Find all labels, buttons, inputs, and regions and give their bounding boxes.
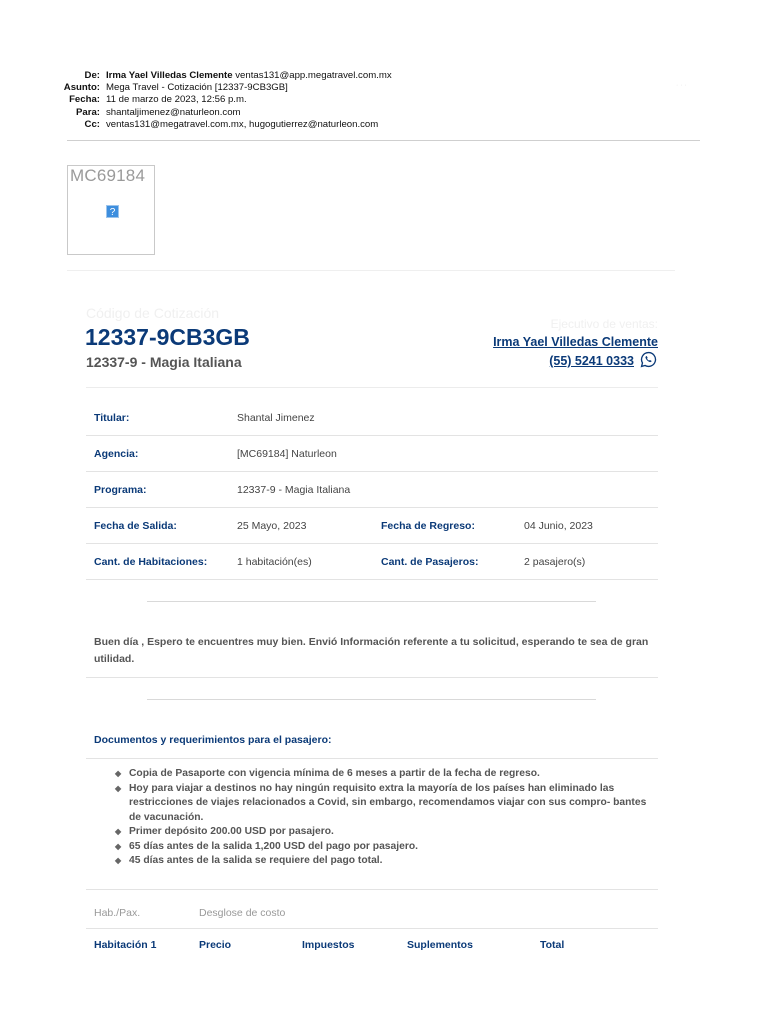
email-from-address[interactable]: ventas131@app.megatravel.com.mx — [235, 70, 392, 81]
header-divider — [67, 140, 700, 141]
list-item — [115, 825, 655, 840]
habitaciones-value: 1 habitación(es) — [237, 556, 312, 568]
sales-executive-link[interactable]: Irma Yael Villedas Clemente — [493, 335, 658, 349]
divider — [147, 699, 596, 700]
cost-col-taxes: Impuestos — [302, 939, 355, 951]
table-row — [86, 508, 658, 544]
documents-title: Documentos y requerimientos para el pasajero: — [94, 734, 332, 746]
habitaciones-label: Cant. de Habitaciones: — [94, 556, 208, 568]
fecha-regreso-label: Fecha de Regreso: — [381, 520, 475, 532]
email-from-name: Irma Yael Villedas Clemente — [106, 70, 233, 81]
pasajeros-label: Cant. de Pasajeros: — [381, 556, 479, 568]
requirement-text: Copia de Pasaporte con vigencia mínima de 6 meses a partir de la fecha de regreso. — [129, 768, 540, 779]
cost-header-breakdown: Desglose de costo — [199, 907, 286, 919]
email-subject: Mega Travel - Cotización [12337-9CB3GB] — [106, 82, 288, 94]
quote-info-table — [86, 400, 658, 580]
programa-label: Programa: — [94, 484, 147, 496]
email-date: 11 de marzo de 2023, 12:56 p.m. — [106, 94, 247, 106]
quote-code: 12337-9CB3GB — [85, 324, 250, 350]
agencia-value: [MC69184] Naturleon — [237, 448, 337, 460]
requirement-text: Primer depósito 200.00 USD por pasajero. — [129, 826, 334, 837]
bullet-icon: ◆ — [115, 856, 122, 865]
sales-executive-label: Ejecutivo de ventas: — [550, 317, 658, 331]
cost-header-pax: Hab./Pax. — [94, 907, 141, 919]
fecha-regreso-value: 04 Junio, 2023 — [524, 520, 593, 532]
email-header — [0, 70, 460, 131]
titular-label: Titular: — [94, 412, 130, 424]
email-date-row — [0, 94, 460, 106]
divider — [86, 758, 658, 759]
table-row — [86, 472, 658, 508]
email-date-label: Fecha: — [69, 94, 100, 106]
email-to-row — [0, 107, 460, 119]
email-cc-label: Cc: — [84, 118, 100, 130]
requirement-text: 45 días antes de la salida se requiere del pago total. — [129, 855, 383, 866]
table-row — [86, 400, 658, 436]
requirements-list — [115, 767, 655, 869]
sales-executive-phone-link[interactable]: (55) 5241 0333 — [549, 354, 634, 368]
quote-program: 12337-9 - Magia Italiana — [86, 354, 242, 370]
divider — [147, 601, 596, 602]
bullet-icon: ◆ — [115, 827, 122, 836]
email-subject-label: Asunto: — [63, 82, 100, 94]
whatsapp-icon[interactable] — [640, 351, 657, 368]
greeting-message: Buen día , Espero te encuentres muy bien. Envió Información referente a tu solicitud, esperando te sea de gran utilidad. — [94, 636, 649, 665]
email-cc-addresses[interactable]: ventas131@megatravel.com.mx, hugogutierrez@naturleon.com — [106, 118, 379, 130]
agencia-label: Agencia: — [94, 448, 139, 460]
requirement-text: 65 días antes de la salida 1,200 USD del pago por pasajero. — [129, 840, 419, 852]
email-to-address[interactable]: shantaljimenez@naturleon.com — [106, 106, 241, 118]
quote-code-label: Código de Cotización — [86, 305, 220, 321]
cost-col-room: Habitación 1 — [94, 939, 157, 951]
requirement-text: Hoy para viajar a destinos no hay ningún requisito extra la mayoría de los países han eliminado las restricciones de viajes relacionados a Covid, sin embargo, recomendamos viajar con sus compro- bantes de vacunación. — [129, 782, 647, 823]
bullet-icon: ◆ — [115, 841, 122, 851]
list-item — [115, 854, 655, 869]
email-to-label: Para: — [76, 106, 100, 118]
divider — [86, 889, 658, 890]
email-from-label: De: — [84, 70, 100, 81]
programa-value: 12337-9 - Magia Italiana — [237, 484, 351, 496]
titular-value: Shantal Jimenez — [237, 412, 315, 424]
email-cc-row — [0, 119, 460, 131]
broken-image-icon: ? — [106, 205, 119, 218]
email-from-row — [0, 70, 460, 82]
cost-col-price: Precio — [199, 939, 232, 951]
divider — [67, 270, 675, 271]
list-item — [115, 767, 655, 782]
table-row — [86, 544, 658, 580]
list-item — [115, 840, 655, 855]
divider — [86, 677, 658, 678]
bullet-icon: ◆ — [115, 783, 122, 793]
cost-col-supplements: Suplementos — [407, 939, 473, 951]
divider — [86, 928, 658, 929]
email-subject-row — [0, 82, 460, 94]
faint-mark: · · · — [676, 82, 687, 89]
bullet-icon: ◆ — [115, 769, 122, 778]
fecha-salida-value: 25 Mayo, 2023 — [237, 520, 307, 532]
cost-col-total: Total — [540, 939, 565, 951]
divider — [86, 387, 658, 388]
agency-logo — [67, 165, 155, 255]
pasajeros-value: 2 pasajero(s) — [524, 556, 586, 568]
table-row — [86, 436, 658, 472]
list-item — [115, 782, 655, 826]
fecha-salida-label: Fecha de Salida: — [94, 520, 177, 532]
logo-alt-text: MC69184 — [70, 166, 146, 185]
